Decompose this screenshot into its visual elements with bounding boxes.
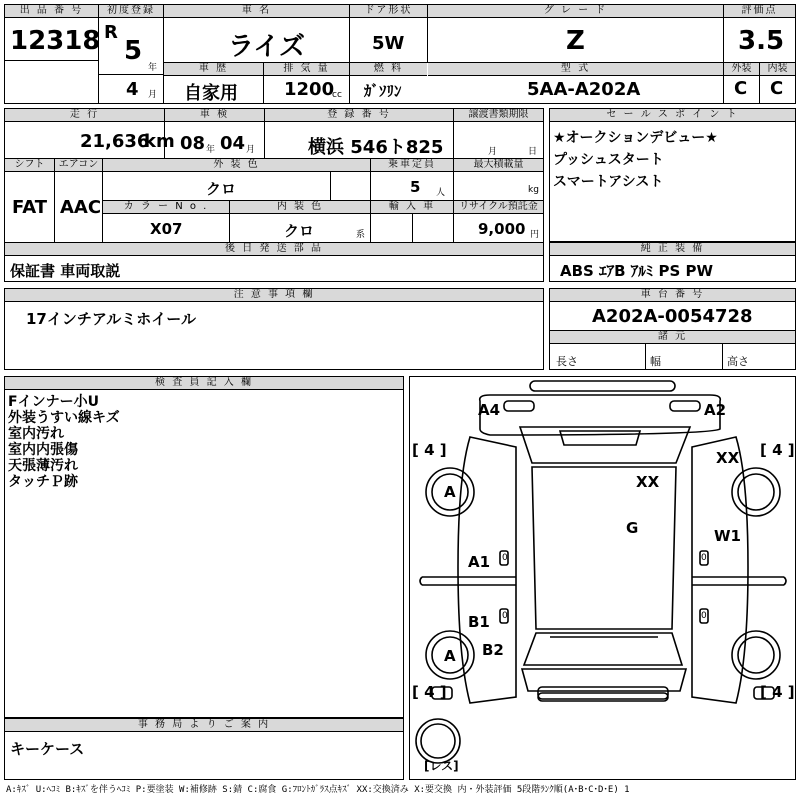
inspector-line: 天張薄汚れ (8, 458, 78, 474)
first-reg-label: 初度登録 (99, 5, 163, 18)
door-zero-a: 0 (502, 553, 508, 563)
sales-point: スマートアシスト (553, 174, 664, 190)
inspection-year-unit: 年 (206, 145, 216, 155)
displacement-label: 排 気 量 (264, 63, 349, 76)
legend: A:ｷｽﾞ U:ﾍｺﾐ B:ｷｽﾞを伴うﾍｺﾐ P:要塗装 W:補修跡 S:錆 C:腐食 G:ﾌﾛﾝﾄｶﾞﾗｽ点ｷｽﾞ XX:交換済み X:要交換 内・外装評価 5段階ﾗﾝｸ順(A･B･C･D･E) 1 (6, 785, 630, 795)
chassis-number: A202A-0054728 (592, 306, 753, 327)
office-note: キーケース (10, 740, 85, 758)
sales-point: プッシュスタート (553, 152, 664, 168)
reg-year-unit: 年 (148, 63, 158, 73)
tire-rear-left: [ 4 ] (412, 683, 447, 701)
equipment-label: 純 正 装 備 (550, 243, 795, 256)
interior-color: クロ (284, 222, 315, 240)
exterior-label: 外装 (724, 63, 759, 76)
inspection-month-unit: 月 (246, 145, 256, 155)
mileage-unit: km (144, 131, 175, 152)
damage-mark-a2: A2 (704, 401, 727, 419)
sales-label: セ ー ル ス ポ イ ン ト (550, 109, 795, 122)
door-type: 5W (372, 33, 405, 54)
inspector-line: 室内汚れ (8, 426, 64, 442)
capacity-unit: 人 (436, 188, 446, 198)
reg-month: 4 (126, 79, 139, 100)
notes-label: 注 意 事 項 欄 (5, 289, 543, 302)
displacement-unit: cc (332, 90, 342, 100)
history: 自家用 (184, 83, 238, 104)
reg-year: 5 (124, 36, 143, 66)
era: R (104, 22, 118, 43)
color-no-label: カ ラ ー N o . (103, 201, 229, 214)
inspector-line: Fインナー小U (8, 394, 99, 410)
transfer-day-unit: 日 (528, 147, 538, 157)
sales-point: ★オークションデビュー★ (553, 130, 718, 146)
parts-label: 後 日 発 送 部 品 (5, 243, 543, 256)
int-color-label: 内 装 色 (230, 201, 370, 214)
air-conditioner: AAC (60, 197, 102, 218)
car-diagram (409, 376, 796, 780)
sales-points (553, 130, 718, 190)
chassis-label: 車 台 番 号 (550, 289, 795, 302)
damage-mark-xx-glass: XX (636, 473, 660, 491)
tire-front-right: [ 4 ] (760, 441, 795, 459)
lot-number: 12318 (10, 26, 101, 56)
load-unit: kg (528, 185, 539, 195)
capacity: 5 (410, 178, 421, 196)
car-name-label: 車 名 (164, 5, 349, 18)
interior-grade: C (770, 78, 784, 99)
inspector-notes (8, 394, 120, 490)
door-zero-c: 0 (701, 553, 707, 563)
damage-mark-xx-right: XX (716, 449, 740, 467)
color-label: 外 装 色 (103, 159, 370, 172)
specs-label: 諸 元 (550, 331, 795, 344)
ac-label: エアコン (55, 159, 102, 172)
car-name: ライズ (228, 32, 305, 62)
parts-to-ship: 保証書 車両取説 (10, 262, 121, 280)
score: 3.5 (738, 26, 785, 56)
damage-mark-b2: B2 (482, 641, 504, 659)
recycle-unit: 円 (530, 230, 540, 240)
import-label: 輸 入 車 (371, 201, 453, 214)
score-label: 評価点 (724, 5, 795, 18)
damage-mark-a4: A4 (478, 401, 501, 419)
damage-mark-g: G (626, 519, 639, 537)
lot-label: 出 品 番 号 (5, 5, 98, 18)
spec-length: 長さ (556, 355, 578, 368)
plate-number: 横浜 546ト825 (308, 137, 444, 158)
inspector-line: 室内内張傷 (8, 442, 78, 458)
office-label: 事 務 局 よ り ご 案 内 (5, 719, 403, 732)
transfer-month-unit: 月 (488, 147, 498, 157)
grade: Z (566, 26, 585, 56)
shift-label: シフト (5, 159, 54, 172)
recycle-fee: 9,000 (478, 220, 526, 238)
tire-front-left: [ 4 ] (412, 441, 447, 459)
model: 5AA-A202A (527, 79, 641, 100)
fuel-label: 燃 料 (350, 63, 427, 76)
grade-label: グ レ ー ド (428, 5, 723, 18)
fuel: ｶﾞｿﾘﾝ (364, 82, 402, 100)
reg-month-unit: 月 (148, 90, 158, 100)
damage-mark-a-rear-wheel: A (444, 647, 456, 665)
damage-mark-w1: W1 (714, 527, 741, 545)
damage-mark-b1: B1 (468, 613, 490, 631)
inspection-year: 08 (180, 133, 206, 154)
shift: FAT (12, 197, 48, 218)
door-zero-b: 0 (502, 611, 508, 621)
load-label: 最大積載量 (454, 159, 543, 172)
inspector-line: タッチＰ跡 (8, 474, 78, 490)
inspection-month: 04 (220, 133, 246, 154)
damage-mark-a-front-wheel: A (444, 483, 456, 501)
notes: 17インチアルミホイール (26, 310, 196, 328)
exterior-color: クロ (206, 180, 237, 198)
interior-color-unit: 系 (356, 230, 366, 240)
capacity-label: 乗車定員 (371, 159, 453, 172)
transfer-label: 譲渡書類期限 (454, 109, 543, 122)
inspector-label: 検 査 員 記 入 欄 (5, 377, 403, 390)
model-label: 型 式 (428, 63, 723, 76)
color-number: X07 (150, 220, 183, 238)
mileage: 21,636 (80, 131, 150, 152)
exterior-grade: C (734, 78, 748, 99)
recycle-label: リサイクル預託金 (454, 201, 543, 214)
equipment: ABS ｴｱB ｱﾙﾐ PS PW (560, 262, 714, 280)
history-label: 車 歴 (164, 63, 263, 76)
interior-label: 内装 (760, 63, 795, 76)
spec-width: 幅 (650, 355, 661, 368)
mileage-label: 走 行 (5, 109, 164, 122)
tire-rear-right: [ 4 ] (760, 683, 795, 701)
inspector-line: 外装うすい線キズ (8, 410, 120, 426)
inspection-label: 車 検 (165, 109, 264, 122)
door-zero-d: 0 (701, 611, 707, 621)
damage-mark-a1: A1 (468, 553, 491, 571)
door-label: ドア形状 (350, 5, 427, 18)
spec-height: 高さ (727, 355, 749, 368)
displacement: 1200 (284, 79, 335, 100)
spare-tire: [レス] (424, 759, 459, 773)
plate-label: 登 録 番 号 (265, 109, 453, 122)
